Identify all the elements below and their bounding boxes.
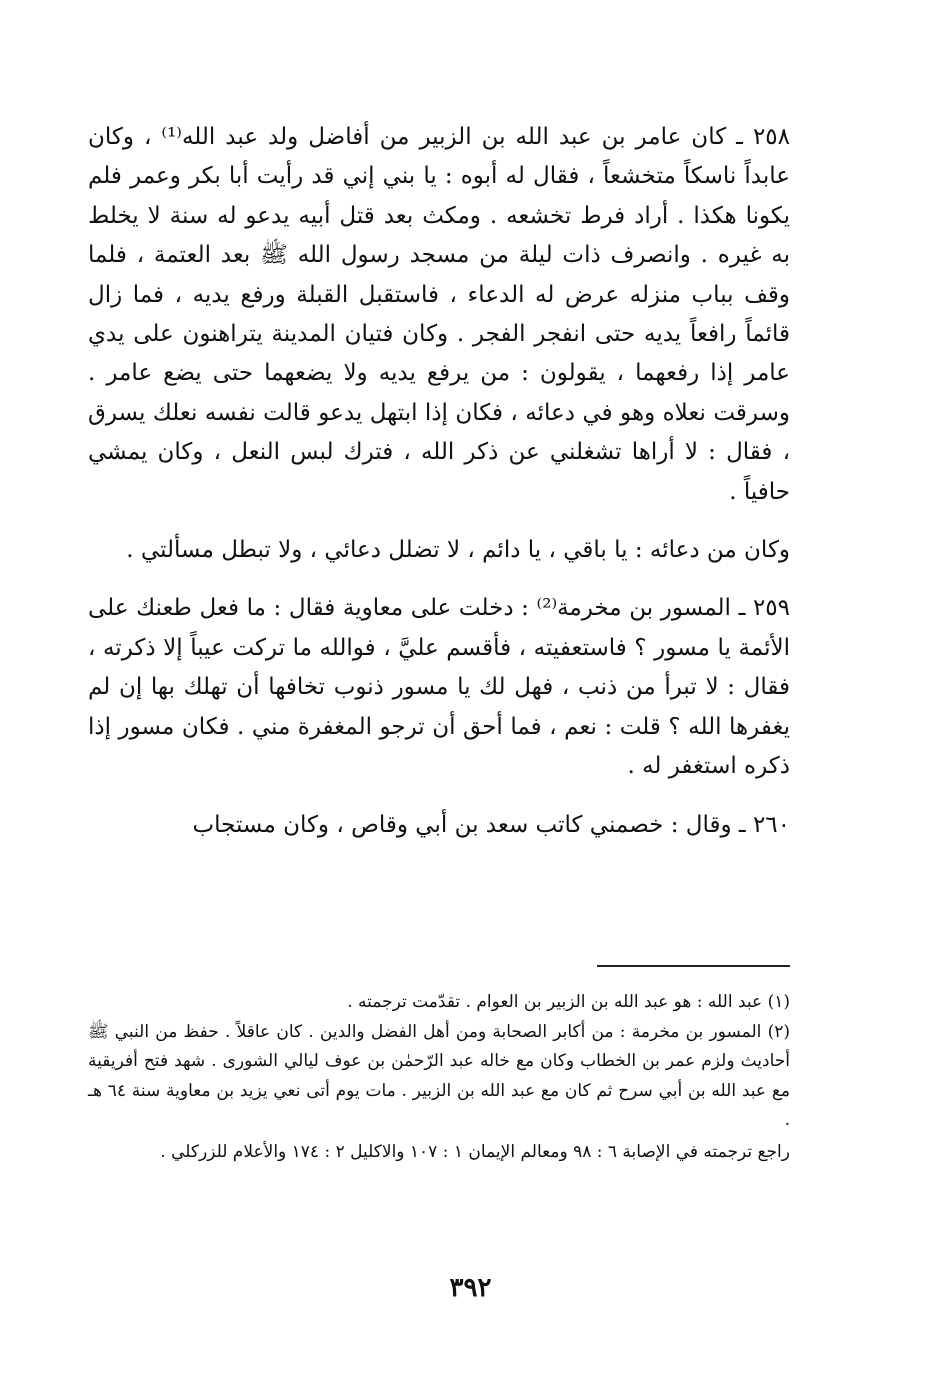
paragraph-260: ٢٦٠ ـ وقال : خصمني كاتب سعد بن أبي وقاص ، وكان مستجاب <box>192 811 790 838</box>
footnote-divider <box>597 965 790 967</box>
footnote-2: (٢) المسور بن مخرمة : من أكابر الصحابة ومن أهل الفضل والدين . كان عاقلاً . حفظ من النبي ﷺ أحاديث ولزم عمر بن الخطاب وكان مع خاله عبد الرّحمٰن بن عوف ليالي الشورى . شهد فتح أفريقية مع عبد الله بن أبي سرح ثم كان مع عبد الله بن الزبير . مات يوم أتى نعي يزيد بن معاوية سنة ٦٤ هـ . <box>88 1021 790 1130</box>
footnote-1: (١) عبد الله : هو عبد الله بن الزبير بن العوام . تقدّمت ترجمته . <box>347 992 790 1012</box>
paragraph-258: ٢٥٨ ـ كان عامر بن عبد الله بن الزبير من أفاضل ولد عبد الله⁽¹⁾ ، وكان عابداً ناسكاً متخشعاً ، فقال له أبوه : يا بني إني قد رأيت أبا بكر وعمر فلم يكونا هكذا . أراد فرط تخشعه . ومكث بعد قتل أبيه يدعو له سنة لا يخلط به غيره . وانصرف ذات ليلة من مسجد رسول الله ﷺ بعد العتمة ، فلما وقف بباب منزله عرض له الدعاء ، فاستقبل القبلة ورفع يديه ، فما زال قائماً رافعاً يديه حتى انفجر الفجر . وكان فتيان المدينة يتراهنون على يدي عامر إذا رفعهما ، يقولون : من يرفع يديه ولا يضعهما حتى يضع عامر . وسرقت نعلاه وهو في دعائه ، فكان إذا ابتهل يدعو قالت نفسه نعلك يسرق ، فقال : لا أراها تشغلني عن ذكر الله ، فترك لبس النعل ، وكان يمشي حافياً . <box>88 124 790 505</box>
page-number: ٣٩٢ <box>449 1273 492 1303</box>
footnotes <box>88 988 790 1167</box>
main-text <box>88 118 790 845</box>
paragraph-259: ٢٥٩ ـ المسور بن مخرمة⁽²⁾ : دخلت على معاوية فقال : ما فعل طعنك على الأئمة يا مسور ؟ فاستعفيته ، فأقسم عليَّ ، فوالله ما تركت عيباً إلا ذكرته ، فقال : لا تبرأ من ذنب ، فهل لك يا مسور ذنوب تخافها أن تهلك بها إن لم يغفرها الله ؟ قلت : نعم ، فما أحق أن ترجو المغفرة مني . فكان مسور إذا ذكره استغفر له . <box>88 595 790 780</box>
footnote-references: راجع ترجمته في الإصابة ٦ : ٩٨ ومعالم الإيمان ١ : ١٠٧ والاكليل ٢ : ١٧٤ والأعلام للزركلي . <box>160 1141 790 1162</box>
paragraph-supplication: وكان من دعائه : يا باقي ، يا دائم ، لا تضلل دعائي ، ولا تبطل مسألتي . <box>126 537 790 564</box>
